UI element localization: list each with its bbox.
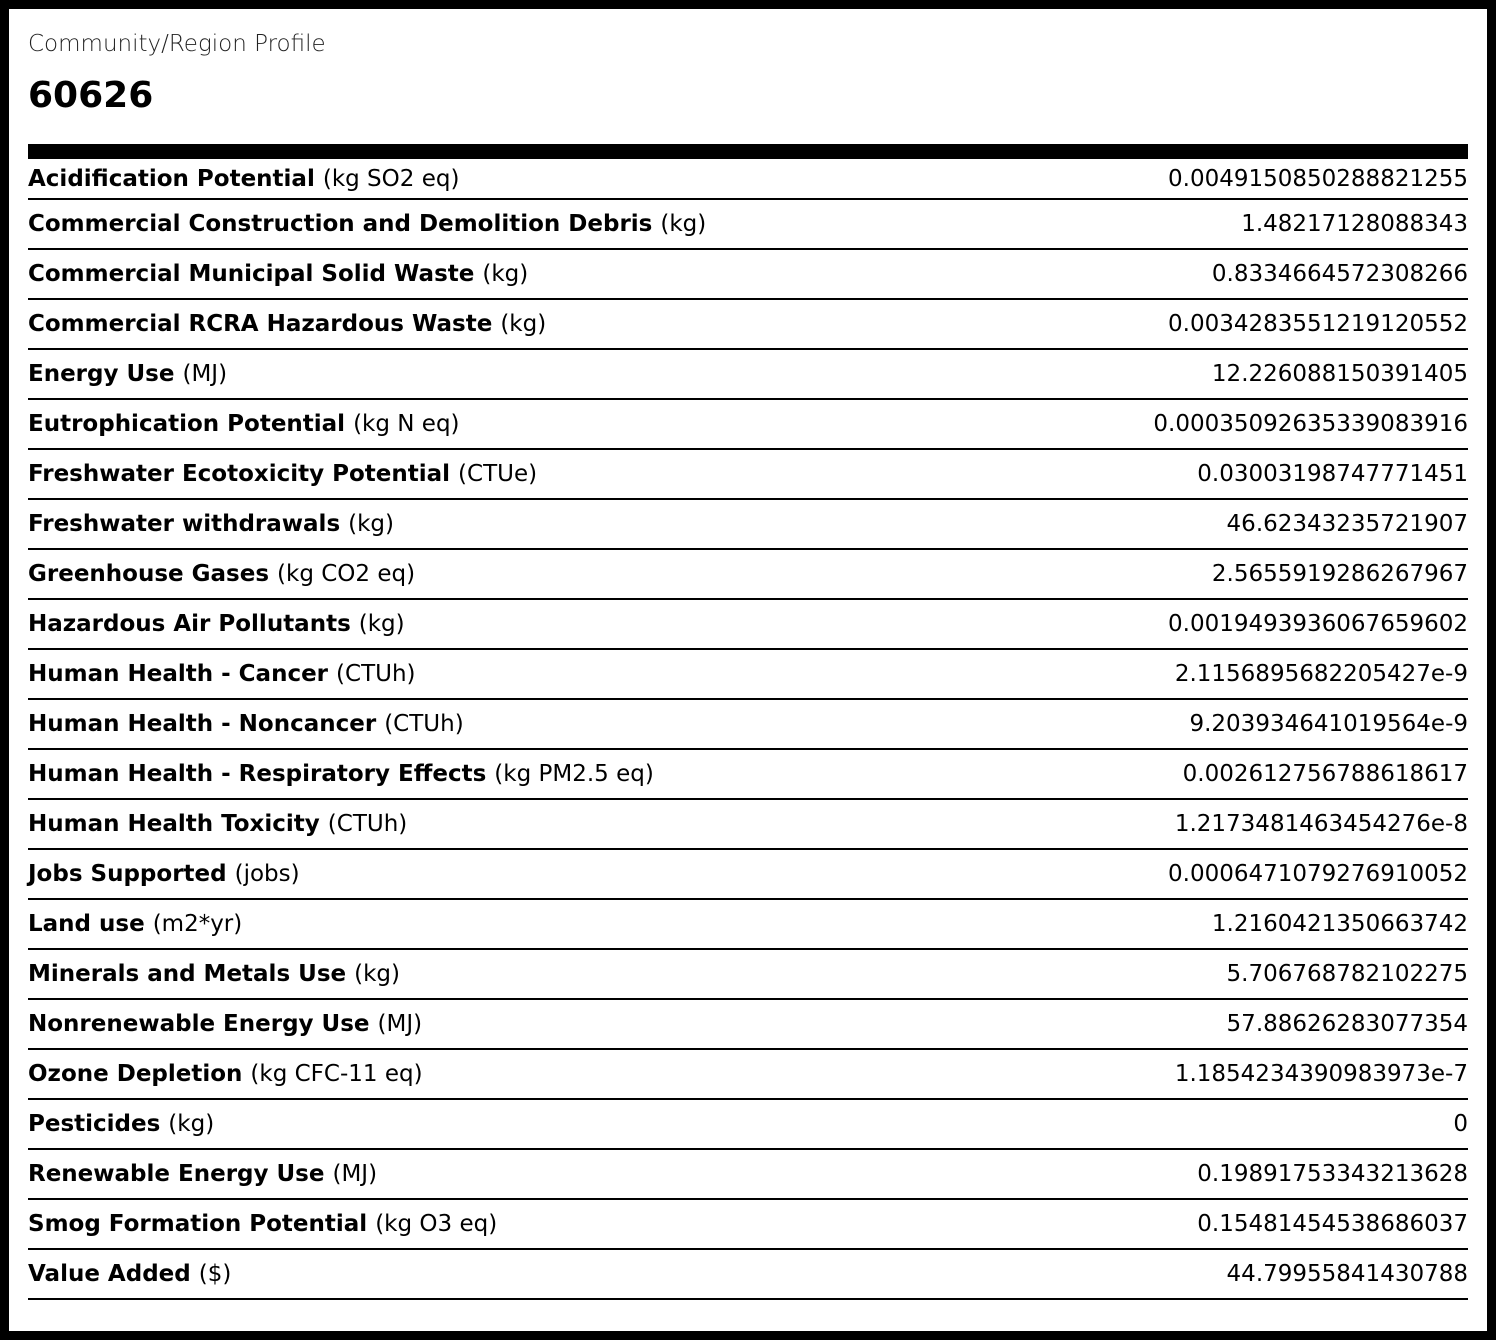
indicator-unit: (kg) [500, 311, 547, 337]
indicator-unit: (CTUh) [384, 711, 464, 737]
indicator-value: 0.00035092635339083916 [1153, 411, 1468, 437]
indicator-name: Greenhouse Gases [28, 561, 270, 587]
indicator-row [28, 600, 1468, 650]
indicator-unit: (kg) [660, 211, 707, 237]
indicator-row [28, 250, 1468, 300]
indicator-row [28, 650, 1468, 700]
indicator-unit: (kg N eq) [353, 411, 460, 437]
indicator-value: 1.1854234390983973e-7 [1174, 1061, 1468, 1087]
indicator-row [28, 1150, 1468, 1200]
indicator-label [28, 411, 460, 437]
indicator-row [28, 1200, 1468, 1250]
indicator-value: 5.706768782102275 [1226, 961, 1468, 987]
indicator-row [28, 950, 1468, 1000]
indicator-name: Eutrophication Potential [28, 411, 346, 437]
indicator-unit: (kg) [354, 961, 400, 987]
indicator-row [28, 550, 1468, 600]
indicator-row [28, 300, 1468, 350]
indicator-label [28, 961, 400, 987]
indicator-row [28, 800, 1468, 850]
indicator-name: Smog Formation Potential [28, 1211, 368, 1237]
profile-title: 60626 [28, 75, 154, 116]
indicator-value: 2.1156895682205427e-9 [1174, 661, 1468, 687]
indicator-value: 2.5655919286267967 [1211, 561, 1468, 587]
indicator-value: 0.03003198747771451 [1197, 461, 1468, 487]
indicator-value: 12.226088150391405 [1211, 361, 1468, 387]
indicator-row [28, 700, 1468, 750]
indicator-label [28, 1011, 422, 1037]
indicator-value: 1.2173481463454276e-8 [1174, 811, 1468, 837]
indicator-unit: ($) [198, 1261, 232, 1287]
indicator-unit: (kg) [168, 1111, 215, 1137]
indicator-unit: (kg PM2.5 eq) [494, 761, 654, 787]
indicator-unit: (MJ) [332, 1161, 378, 1187]
indicator-name: Jobs Supported [28, 861, 227, 887]
indicator-row [28, 400, 1468, 450]
indicator-name: Commercial RCRA Hazardous Waste [28, 311, 493, 337]
indicator-value: 0.002612756788618617 [1182, 761, 1468, 787]
indicator-unit: (kg CFC-11 eq) [250, 1061, 423, 1087]
indicator-label [28, 261, 528, 287]
indicator-name: Hazardous Air Pollutants [28, 611, 351, 637]
indicator-value: 0.004915085028882125​5 [1168, 165, 1468, 192]
indicator-row [28, 750, 1468, 800]
indicator-row [28, 850, 1468, 900]
indicator-label [28, 861, 300, 887]
indicator-name: Human Health - Noncancer [28, 711, 377, 737]
indicator-value: 0.0006471079276910052 [1168, 861, 1468, 887]
indicator-unit: (CTUe) [458, 461, 538, 487]
indicator-label [28, 1161, 377, 1187]
indicator-name: Ozone Depletion [28, 1061, 243, 1087]
indicator-unit: (CTUh) [336, 661, 416, 687]
indicator-label [28, 811, 407, 837]
indicator-label [28, 311, 546, 337]
indicator-name: Human Health Toxicity [28, 811, 320, 837]
indicator-row [28, 450, 1468, 500]
indicator-label [28, 561, 415, 587]
indicator-name: Nonrenewable Energy Use [28, 1011, 370, 1037]
indicator-value: 46.62343235721907 [1226, 511, 1468, 537]
indicator-label [28, 361, 227, 387]
indicator-name: Human Health - Respiratory Effects [28, 761, 487, 787]
profile-subtitle: Community/Region Profile [28, 31, 326, 57]
indicator-name: Commercial Municipal Solid Waste [28, 261, 475, 287]
indicator-unit: (kg O3 eq) [375, 1211, 498, 1237]
indicator-unit: (kg CO2 eq) [277, 561, 416, 587]
indicator-row [28, 900, 1468, 950]
indicator-label [28, 611, 405, 637]
indicator-value: 0.8334664572308266 [1211, 261, 1468, 287]
indicator-name: Acidification Potential [28, 165, 315, 192]
indicator-label [28, 1261, 231, 1287]
indicator-value: 0.15481454538686037 [1197, 1211, 1468, 1237]
indicator-value: 44.79955841430788 [1226, 1261, 1468, 1287]
indicator-name: Commercial Construction and Demolition Debris [28, 211, 653, 237]
indicator-row [28, 200, 1468, 250]
indicator-unit: (kg) [348, 511, 395, 537]
indicator-unit: (MJ) [182, 361, 228, 387]
indicator-name: Value Added [28, 1261, 191, 1287]
indicator-row [28, 350, 1468, 400]
indicator-unit: (jobs) [234, 861, 300, 887]
indicator-value: 1.48217128088343 [1241, 211, 1468, 237]
indicator-table [28, 159, 1468, 1300]
indicator-label [28, 661, 416, 687]
indicator-unit: (kg) [482, 261, 529, 287]
indicator-value: 1.2160421350663742 [1211, 911, 1468, 937]
indicator-row [28, 500, 1468, 550]
indicator-label [28, 761, 654, 787]
indicator-value: 0.0034283551219120552 [1168, 311, 1468, 337]
indicator-label [28, 211, 706, 237]
indicator-label [28, 511, 394, 537]
indicator-name: Land use [28, 911, 145, 937]
indicator-value: 0 [1453, 1111, 1468, 1137]
indicator-unit: (CTUh) [327, 811, 408, 837]
indicator-unit: (MJ) [377, 1011, 423, 1037]
header-divider [28, 144, 1468, 159]
indicator-unit: (kg) [358, 611, 405, 637]
indicator-value: 9.203934641019564e-9 [1189, 711, 1468, 737]
indicator-name: Freshwater withdrawals [28, 511, 341, 537]
indicator-label [28, 1211, 497, 1237]
indicator-name: Energy Use [28, 361, 175, 387]
indicator-row [28, 1100, 1468, 1150]
indicator-name: Minerals and Metals Use [28, 961, 347, 987]
indicator-value: 0.19891753343213628 [1197, 1161, 1468, 1187]
indicator-label [28, 1111, 214, 1137]
indicator-row [28, 1050, 1468, 1100]
indicator-name: Renewable Energy Use [28, 1161, 325, 1187]
indicator-name: Freshwater Ecotoxicity Potential [28, 461, 451, 487]
indicator-label [28, 166, 459, 192]
indicator-row [28, 1250, 1468, 1300]
indicator-label [28, 711, 464, 737]
indicator-unit: (m2*yr) [152, 911, 243, 937]
indicator-value: 57.88626283077354 [1226, 1011, 1468, 1037]
indicator-row [28, 159, 1468, 200]
indicator-name: Human Health - Cancer [28, 661, 329, 687]
indicator-label [28, 911, 242, 937]
indicator-unit: (kg SO2 eq) [322, 165, 460, 192]
indicator-name: Pesticides [28, 1111, 161, 1137]
indicator-value: 0.0019493936067659602 [1168, 611, 1468, 637]
indicator-label [28, 461, 537, 487]
indicator-row [28, 1000, 1468, 1050]
profile-content [28, 28, 1468, 1300]
indicator-label [28, 1061, 423, 1087]
